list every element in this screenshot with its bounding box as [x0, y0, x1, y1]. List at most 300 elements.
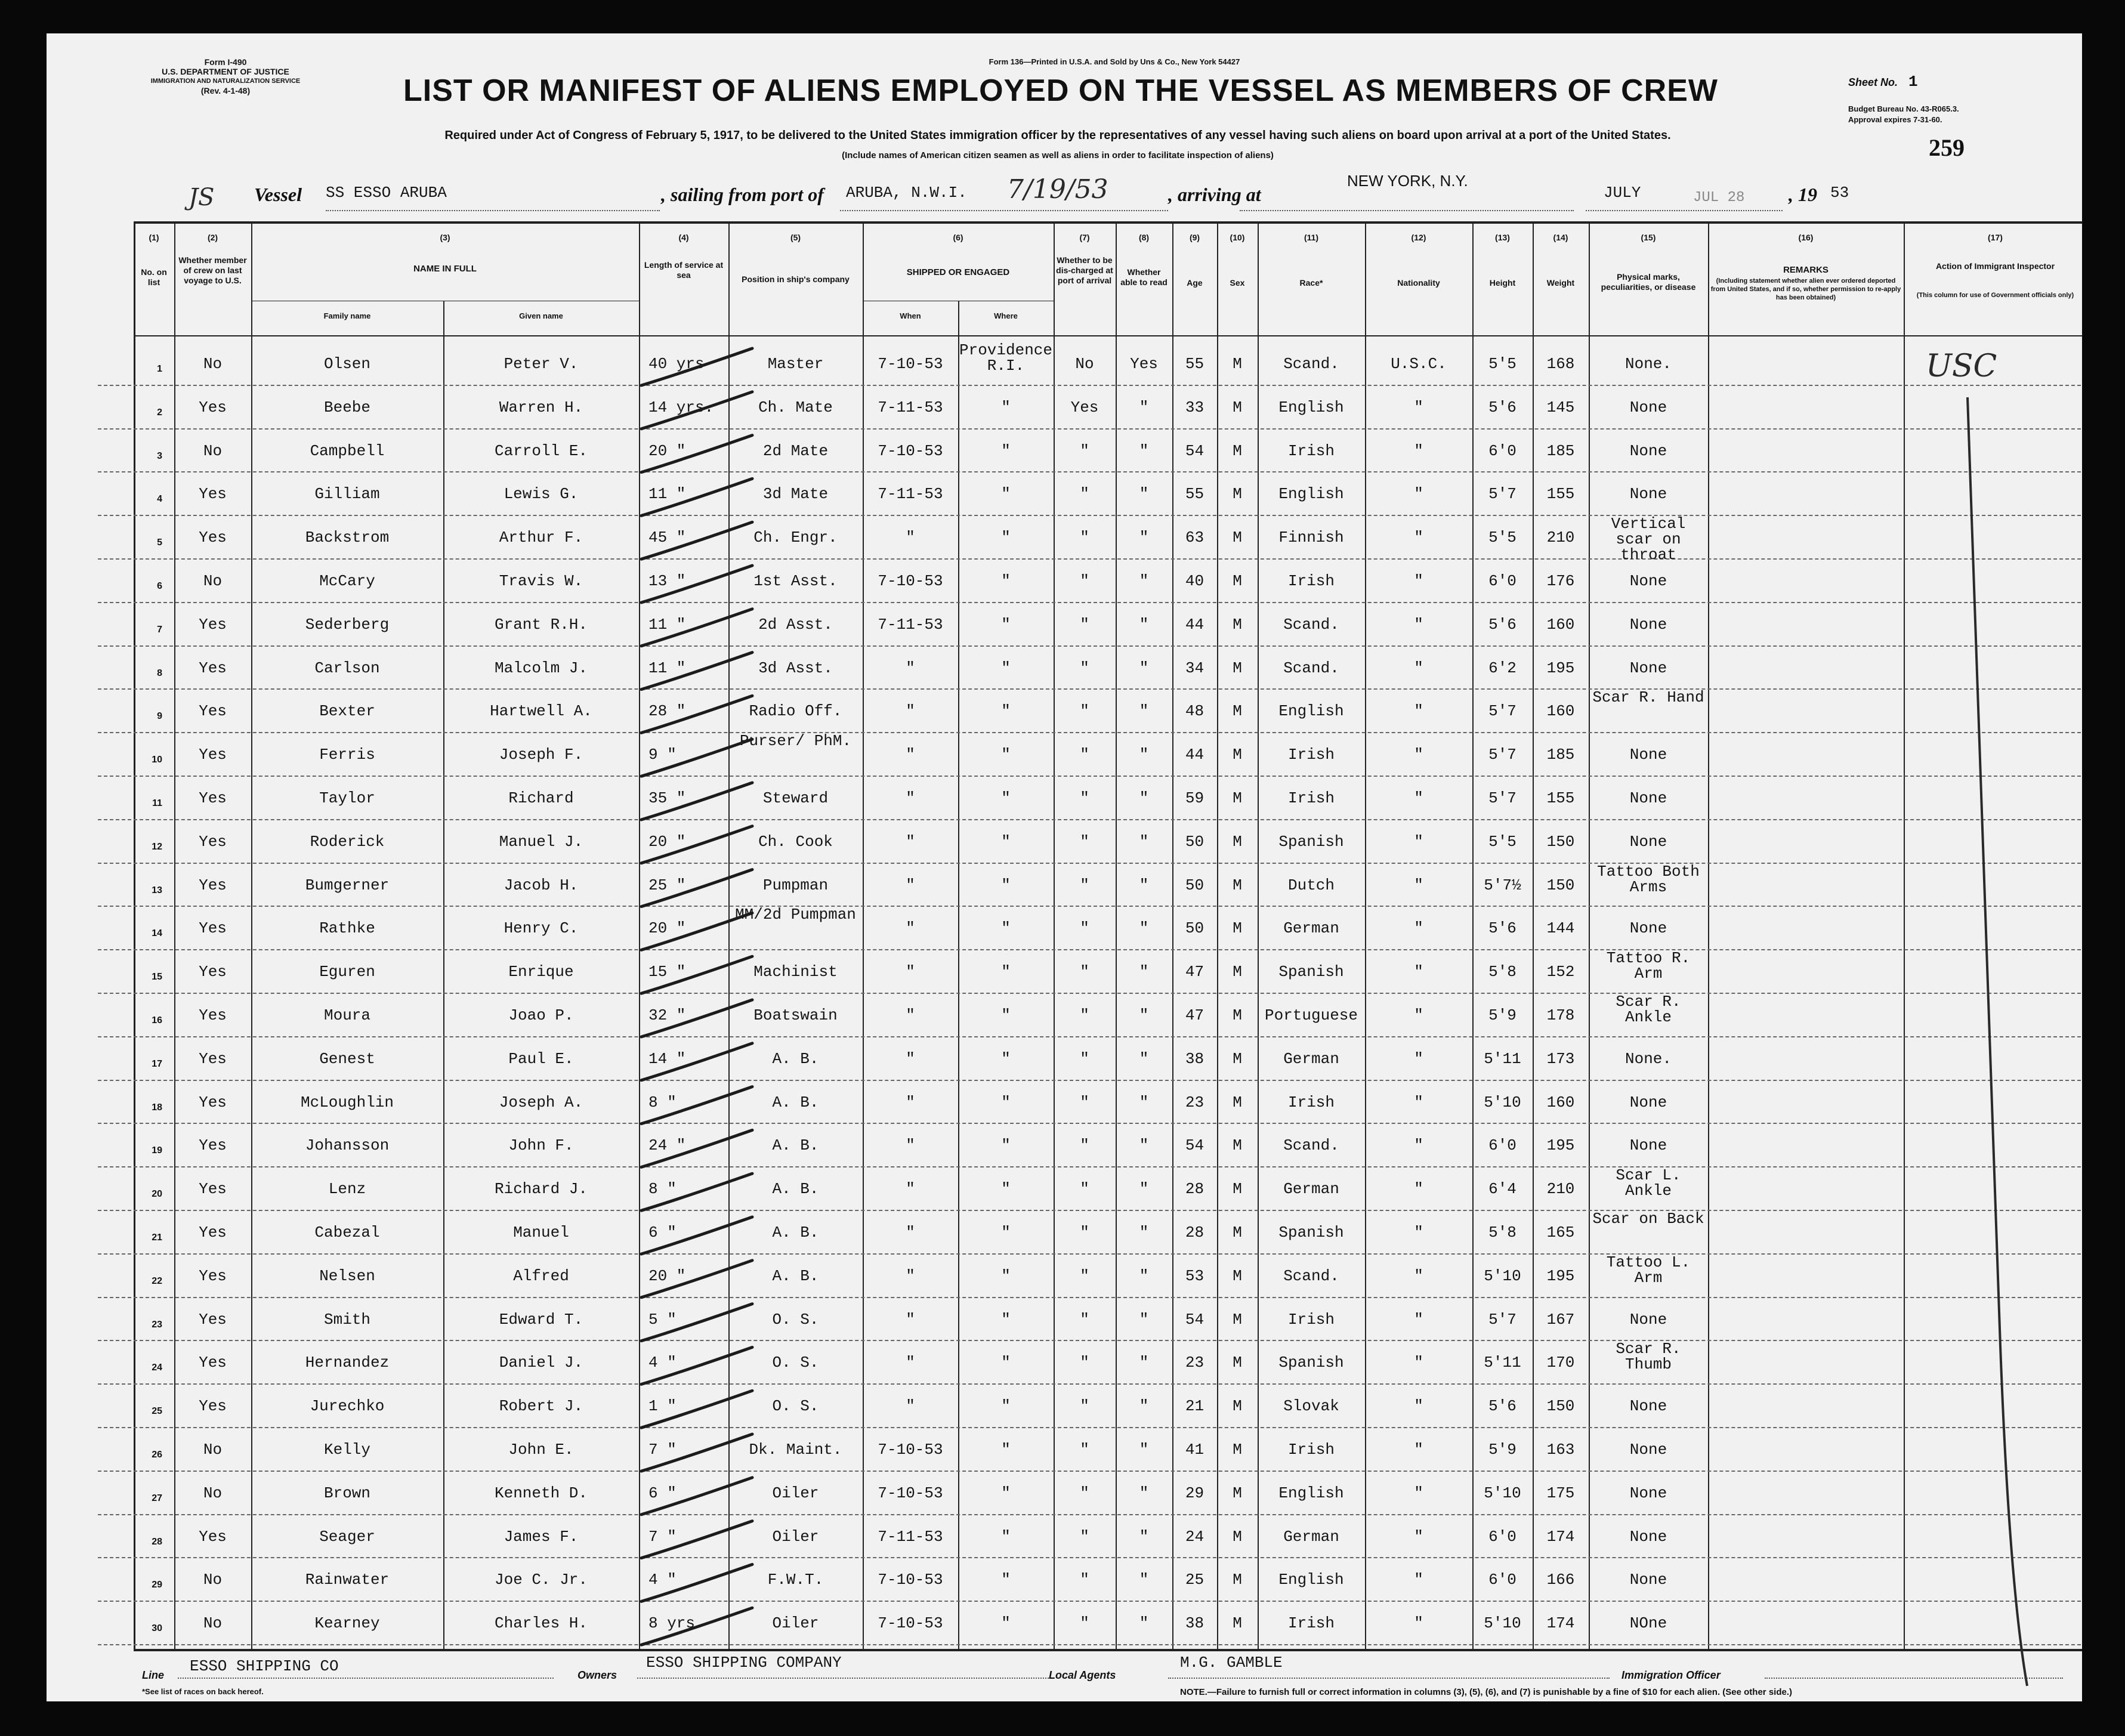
cell-marks: Vertical scar on throat	[1611, 515, 1686, 564]
cell-when: "	[906, 1224, 915, 1241]
column-number: (16)	[1798, 233, 1814, 242]
cell-family: Beebe	[323, 398, 370, 416]
cell-last: Yes	[199, 659, 227, 677]
cell-service: 15 "	[648, 963, 686, 981]
cell-race: German	[1283, 919, 1339, 938]
cell-last: Yes	[199, 789, 227, 807]
cell-nationality: "	[1414, 1614, 1423, 1633]
cell-marks: None	[1629, 919, 1667, 938]
cell-when: "	[906, 659, 915, 677]
check-mark	[641, 913, 752, 950]
cell-when: 7-11-53	[878, 398, 943, 416]
handwritten-date: 7/19/53	[1007, 174, 1108, 205]
cell-marks: None	[1629, 1527, 1667, 1546]
cell-service: 4 "	[648, 1354, 677, 1372]
header-c12: Nationality	[1397, 278, 1440, 288]
cell-nationality: "	[1414, 1049, 1423, 1068]
cell-sex: M	[1233, 1397, 1242, 1416]
cell-read: "	[1139, 1614, 1149, 1633]
include-note: (Include names of American citizen seamen as well as aliens in order to facilitate inspection of aliens)	[842, 150, 1274, 160]
check-mark	[641, 392, 752, 429]
cell-family: Bumgerner	[305, 876, 390, 894]
page-stamp: 259	[1929, 134, 1965, 161]
cell-marks: Tattoo Both Arms	[1597, 862, 1700, 896]
cell-marks: Scar on Back	[1592, 1210, 1704, 1228]
cell-position: MM/2d Pumpman	[735, 906, 856, 924]
cell-position: 3d Mate	[762, 485, 829, 503]
check-mark	[641, 739, 752, 776]
cell-race: English	[1278, 1571, 1344, 1589]
cell-family: Lenz	[328, 1180, 366, 1198]
cell-family: Rainwater	[305, 1571, 390, 1589]
header-c1: No. on list	[141, 267, 167, 287]
cell-discharged: "	[1080, 789, 1089, 807]
cell-service: 8 "	[648, 1093, 677, 1111]
header-c6: SHIPPED OR ENGAGED	[906, 267, 1010, 277]
check-mark	[641, 1391, 752, 1428]
cell-height: 5'7½	[1484, 876, 1521, 894]
cell-where: "	[1001, 1049, 1011, 1068]
form-number: Form I-490	[204, 57, 247, 67]
cell-age: 55	[1185, 485, 1204, 503]
column-number: (9)	[1189, 233, 1200, 242]
cell-nationality: "	[1414, 876, 1423, 894]
arrival-year: 53	[1830, 184, 1849, 202]
cell-age: 50	[1185, 832, 1204, 851]
inspector-check-marks	[47, 33, 2082, 1701]
cell-where: "	[1001, 746, 1011, 764]
column-number: (15)	[1641, 233, 1656, 242]
cell-sex: M	[1233, 876, 1242, 894]
cell-marks: NOne	[1629, 1614, 1667, 1633]
cell-discharged: "	[1080, 1136, 1089, 1155]
cell-service: 25 "	[648, 876, 686, 894]
cell-given: Edward T.	[499, 1310, 583, 1329]
cell-height: 5'9	[1488, 1006, 1516, 1024]
cell-service: 7 "	[648, 1441, 677, 1459]
cell-height: 5'7	[1488, 746, 1516, 764]
form-title: LIST OR MANIFEST OF ALIENS EMPLOYED ON THE VESSEL AS MEMBERS OF CREW	[403, 73, 1718, 108]
cell-when: 7-10-53	[878, 355, 943, 373]
cell-given: Carroll E.	[494, 441, 588, 460]
penalty-note: NOTE.—Failure to furnish full or correct information in columns (3), (5), (6), and (7) is punishable by a fine of $10 for each alien. (See other side.)	[1180, 1687, 1792, 1697]
row-number: 25	[152, 1406, 162, 1417]
cell-position: A. B.	[772, 1267, 819, 1285]
row-number: 12	[152, 841, 162, 852]
cell-service: 11 "	[648, 659, 686, 677]
check-mark	[641, 566, 752, 603]
cell-position: Pumpman	[762, 876, 829, 894]
cell-race: German	[1283, 1180, 1339, 1198]
cell-family: Campbell	[310, 441, 385, 460]
cell-where: "	[1001, 1006, 1011, 1024]
cell-service: 35 "	[648, 789, 686, 807]
revision-date: (Rev. 4-1-48)	[200, 86, 251, 95]
cell-last: No	[203, 572, 223, 590]
header-c10: Sex	[1230, 278, 1245, 288]
cell-nationality: "	[1414, 1136, 1423, 1155]
cell-position: 2d Mate	[762, 441, 829, 460]
cell-race: Scand.	[1283, 1136, 1339, 1155]
cell-marks: None	[1629, 789, 1667, 807]
cell-read: "	[1139, 1224, 1149, 1241]
cell-discharged: "	[1080, 1397, 1089, 1416]
row-number: 24	[152, 1363, 162, 1373]
check-mark	[641, 870, 752, 907]
header-c13: Height	[1489, 278, 1516, 288]
header-c3a: Family name	[323, 311, 371, 320]
cell-race: Irish	[1287, 441, 1335, 460]
vessel-owners: ESSO SHIPPING COMPANY	[646, 1654, 842, 1672]
cell-last: Yes	[199, 963, 227, 981]
cell-read: "	[1139, 1267, 1149, 1285]
cell-when: 7-10-53	[878, 441, 943, 460]
cell-height: 5'11	[1484, 1049, 1521, 1068]
row-number: 11	[152, 798, 162, 808]
cell-discharged: "	[1080, 529, 1089, 547]
cell-race: Portuguese	[1264, 1006, 1358, 1024]
cell-position: Oiler	[772, 1484, 819, 1502]
cell-service: 20 "	[648, 832, 686, 851]
cell-where: "	[1001, 1397, 1011, 1416]
column-number: (10)	[1230, 233, 1245, 242]
cell-when: "	[906, 963, 915, 981]
cell-service: 13 "	[648, 572, 686, 590]
cell-discharged: "	[1080, 615, 1089, 634]
cell-read: "	[1139, 1049, 1149, 1068]
cell-height: 6'0	[1488, 441, 1516, 460]
cell-when: 7-10-53	[878, 572, 943, 590]
legal-requirement: Required under Act of Congress of February 5, 1917, to be delivered to the United States immigration officer by the representatives of any vessel having such aliens on board upon arrival at a port of the United States.	[444, 129, 1671, 142]
cell-when: "	[906, 1136, 915, 1155]
cell-marks: None	[1629, 1310, 1667, 1329]
cell-family: Hernandez	[305, 1354, 390, 1372]
cell-height: 5'7	[1488, 1310, 1516, 1329]
vessel-label: Vessel	[254, 184, 302, 205]
cell-height: 6'0	[1488, 1136, 1516, 1155]
cell-where: "	[1001, 1267, 1011, 1285]
cell-marks: None	[1629, 572, 1667, 590]
row-number: 29	[152, 1580, 162, 1590]
cell-weight: 185	[1546, 746, 1575, 764]
cell-age: 44	[1185, 615, 1204, 634]
cell-where: "	[1001, 1354, 1011, 1372]
cell-marks: None	[1629, 1484, 1667, 1502]
cell-when: "	[906, 1093, 915, 1111]
cell-where: "	[1001, 1614, 1011, 1633]
cell-service: 20 "	[648, 919, 686, 938]
cell-when: "	[906, 529, 915, 547]
cell-read: "	[1139, 1354, 1149, 1372]
column-number: (11)	[1304, 233, 1319, 242]
cell-age: 28	[1185, 1180, 1204, 1198]
cell-given: Manuel J.	[499, 832, 583, 851]
cell-given: Jacob H.	[504, 876, 579, 894]
cell-weight: 150	[1546, 832, 1575, 851]
row-number: 14	[152, 928, 162, 939]
cell-when: 7-10-53	[878, 1614, 943, 1633]
cell-weight: 170	[1546, 1354, 1575, 1372]
cell-service: 1 "	[648, 1397, 677, 1416]
cell-family: Cabezal	[314, 1224, 380, 1241]
cell-weight: 176	[1546, 572, 1575, 590]
cell-when: 7-11-53	[878, 485, 943, 503]
cell-discharged: No	[1075, 355, 1094, 373]
cell-position: Master	[767, 355, 824, 373]
column-number: (14)	[1553, 233, 1568, 242]
cell-age: 54	[1185, 1310, 1204, 1329]
column-number: (13)	[1495, 233, 1510, 242]
cell-position: A. B.	[772, 1136, 819, 1155]
cell-service: 7 "	[648, 1527, 677, 1546]
cell-where: "	[1001, 919, 1011, 938]
cell-sex: M	[1233, 1093, 1242, 1111]
row-number: 19	[152, 1145, 162, 1156]
cell-discharged: "	[1080, 441, 1089, 460]
cell-family: Ferris	[319, 746, 375, 764]
cell-marks: None	[1629, 1441, 1667, 1459]
cell-race: Irish	[1287, 789, 1335, 807]
cell-given: Hartwell A.	[490, 702, 592, 721]
cell-race: English	[1278, 398, 1344, 416]
cell-sex: M	[1233, 355, 1242, 373]
cell-sex: M	[1233, 746, 1242, 764]
cell-height: 5'5	[1488, 832, 1516, 851]
cell-discharged: "	[1080, 572, 1089, 590]
cell-position: 1st Asst.	[753, 572, 838, 590]
cell-service: 8 "	[648, 1180, 677, 1198]
column-number: (12)	[1411, 233, 1426, 242]
sailing-label: , sailing from port of	[661, 184, 824, 205]
cell-given: Robert J.	[499, 1397, 583, 1416]
local-agents: M.G. GAMBLE	[1180, 1654, 1283, 1672]
row-number: 18	[152, 1102, 162, 1113]
cell-read: "	[1139, 1310, 1149, 1329]
cell-last: No	[203, 441, 223, 460]
header-c16sub: (Including statement whether alien ever ordered deported from United States, and if so, whether permission to re-apply has been obtained)	[1710, 277, 1901, 301]
cell-weight: 168	[1546, 355, 1575, 373]
cell-sex: M	[1233, 615, 1242, 634]
cell-position: Ch. Cook	[758, 832, 833, 851]
cell-weight: 173	[1546, 1049, 1575, 1068]
cell-service: 28 "	[648, 702, 686, 721]
cell-where: "	[1001, 876, 1011, 894]
row-number: 5	[157, 538, 162, 548]
cell-age: 50	[1185, 876, 1204, 894]
cell-discharged: "	[1080, 1093, 1089, 1111]
shipping-line: ESSO SHIPPING CO	[190, 1657, 339, 1675]
cell-where: "	[1001, 1224, 1011, 1241]
cell-last: No	[203, 1484, 223, 1502]
cell-where: Providence R.I.	[959, 341, 1053, 375]
cell-sex: M	[1233, 1571, 1242, 1589]
cell-read: Yes	[1130, 355, 1158, 373]
cell-read: "	[1139, 1136, 1149, 1155]
check-mark	[641, 609, 752, 646]
cell-given: Warren H.	[499, 398, 583, 416]
cell-race: Slovak	[1283, 1397, 1339, 1416]
cell-where: "	[1001, 1136, 1011, 1155]
cell-sex: M	[1233, 1527, 1242, 1546]
cell-given: Joseph A.	[499, 1093, 583, 1111]
cell-weight: 152	[1546, 963, 1575, 981]
cell-given: Kenneth D.	[494, 1484, 588, 1502]
cell-when: "	[906, 1397, 915, 1416]
cell-read: "	[1139, 1006, 1149, 1024]
cell-sex: M	[1233, 398, 1242, 416]
cell-nationality: "	[1414, 702, 1423, 721]
cell-last: Yes	[199, 1136, 227, 1155]
cell-nationality: "	[1414, 659, 1423, 677]
cell-position: Ch. Mate	[758, 398, 833, 416]
cell-read: "	[1139, 615, 1149, 634]
cell-service: 20 "	[648, 1267, 686, 1285]
cell-nationality: "	[1414, 832, 1423, 851]
cell-discharged: "	[1080, 1310, 1089, 1329]
cell-service: 24 "	[648, 1136, 686, 1155]
check-mark	[641, 1217, 752, 1254]
header-c14: Weight	[1546, 278, 1575, 288]
cell-last: Yes	[199, 1527, 227, 1546]
cell-weight: 174	[1546, 1614, 1575, 1633]
cell-weight: 150	[1546, 876, 1575, 894]
cell-marks: None	[1629, 1093, 1667, 1111]
cell-weight: 150	[1546, 1397, 1575, 1416]
cell-read: "	[1139, 832, 1149, 851]
cell-sex: M	[1233, 702, 1242, 721]
cell-discharged: Yes	[1070, 398, 1099, 416]
cell-nationality: "	[1414, 441, 1423, 460]
cell-age: 47	[1185, 1006, 1204, 1024]
cell-read: "	[1139, 1180, 1149, 1198]
cell-family: Genest	[319, 1049, 375, 1068]
check-mark	[641, 696, 752, 733]
cell-weight: 175	[1546, 1484, 1575, 1502]
cell-discharged: "	[1080, 1484, 1089, 1502]
check-mark	[641, 1521, 752, 1558]
cell-age: 24	[1185, 1527, 1204, 1546]
column-number: (3)	[440, 233, 450, 242]
check-mark	[641, 653, 752, 690]
row-number: 20	[152, 1189, 162, 1200]
cell-position: Dk. Maint.	[749, 1441, 842, 1459]
cell-last: Yes	[199, 919, 227, 938]
cell-race: Scand.	[1283, 1267, 1339, 1285]
cell-read: "	[1139, 876, 1149, 894]
cell-when: "	[906, 789, 915, 807]
cell-position: Radio Off.	[749, 702, 842, 721]
cell-discharged: "	[1080, 746, 1089, 764]
cell-sex: M	[1233, 1614, 1242, 1633]
handwritten-initials: JS	[189, 184, 215, 211]
cell-nationality: "	[1414, 398, 1423, 416]
cell-last: Yes	[199, 398, 227, 416]
cell-discharged: "	[1080, 659, 1089, 677]
cell-age: 28	[1185, 1224, 1204, 1241]
cell-weight: 155	[1546, 789, 1575, 807]
cell-age: 53	[1185, 1267, 1204, 1285]
cell-discharged: "	[1080, 1267, 1089, 1285]
cell-read: "	[1139, 1484, 1149, 1502]
cell-last: No	[203, 355, 223, 373]
cell-read: "	[1139, 485, 1149, 503]
cell-weight: 185	[1546, 441, 1575, 460]
cell-weight: 160	[1546, 615, 1575, 634]
cell-marks: None	[1629, 659, 1667, 677]
manifest-sheet	[47, 33, 2082, 1701]
cell-last: Yes	[199, 485, 227, 503]
cell-weight: 144	[1546, 919, 1575, 938]
cell-discharged: "	[1080, 1224, 1089, 1241]
cell-discharged: "	[1080, 1180, 1089, 1198]
cell-weight: 195	[1546, 659, 1575, 677]
cell-position: A. B.	[772, 1093, 819, 1111]
cell-position: O. S.	[772, 1397, 819, 1416]
race-note: *See list of races on back hereof.	[142, 1687, 264, 1696]
cell-family: Gilliam	[314, 485, 380, 503]
cell-age: 50	[1185, 919, 1204, 938]
cell-last: No	[203, 1614, 223, 1633]
header-c17: Action of Immigrant Inspector	[1935, 261, 2055, 271]
cell-given: Malcolm J.	[494, 659, 588, 677]
budget-number: Budget Bureau No. 43-R065.3.	[1848, 104, 1959, 113]
cell-height: 5'8	[1488, 1224, 1516, 1241]
header-c5: Position in ship's company	[742, 274, 850, 284]
cell-where: "	[1001, 398, 1011, 416]
cell-position: Ch. Engr.	[753, 529, 838, 547]
cell-when: 7-10-53	[878, 1571, 943, 1589]
column-number: (17)	[1988, 233, 2003, 242]
cell-marks: None	[1629, 398, 1667, 416]
cell-family: Nelsen	[319, 1267, 375, 1285]
cell-service: 40 yrs	[648, 355, 705, 373]
cell-weight: 160	[1546, 1093, 1575, 1111]
header-c6a: When	[900, 311, 921, 320]
cell-marks: None.	[1624, 1049, 1672, 1068]
cell-family: Olsen	[323, 355, 370, 373]
header-c4: Length of service at sea	[644, 260, 724, 280]
cell-nationality: "	[1414, 1484, 1423, 1502]
cell-read: "	[1139, 789, 1149, 807]
cell-marks: None	[1629, 1136, 1667, 1155]
cell-where: "	[1001, 659, 1011, 677]
cell-last: No	[203, 1441, 223, 1459]
cell-family: Johansson	[305, 1136, 390, 1155]
row-number: 1	[157, 364, 162, 374]
cell-where: "	[1001, 1571, 1011, 1589]
row-number: 6	[157, 581, 162, 591]
check-mark	[641, 783, 752, 820]
cell-age: 29	[1185, 1484, 1204, 1502]
cell-when: 7-10-53	[878, 1484, 943, 1502]
cell-sex: M	[1233, 789, 1242, 807]
cell-marks: None.	[1624, 355, 1672, 373]
cell-sex: M	[1233, 1049, 1242, 1068]
cell-family: Brown	[323, 1484, 370, 1502]
cell-service: 5 "	[648, 1310, 677, 1329]
check-mark	[641, 956, 752, 993]
column-number: (1)	[149, 233, 159, 242]
cell-nationality: "	[1414, 1354, 1423, 1372]
cell-last: Yes	[199, 1397, 227, 1416]
year-label: , 19	[1789, 184, 1817, 205]
cell-when: "	[906, 1180, 915, 1198]
cell-read: "	[1139, 1571, 1149, 1589]
cell-position: A. B.	[772, 1224, 819, 1241]
header-c17sub: (This column for use of Government officials only)	[1916, 292, 2074, 299]
cell-where: "	[1001, 963, 1011, 981]
cell-where: "	[1001, 832, 1011, 851]
